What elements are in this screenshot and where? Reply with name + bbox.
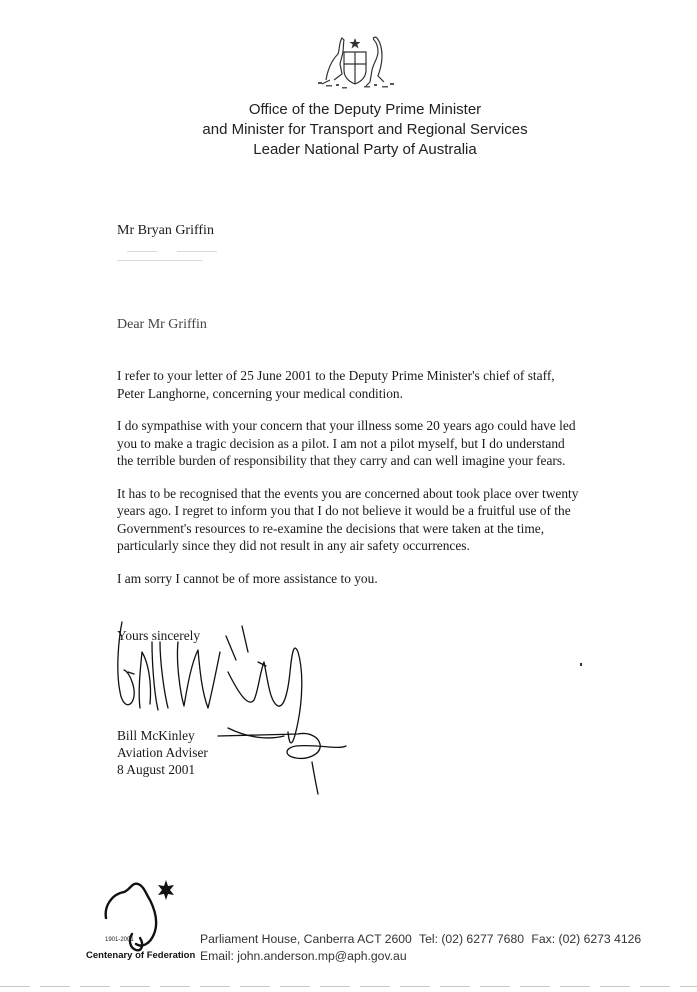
body-line: you to make a tragic decision as a pilot. I am not a pilot myself, but I do understand — [117, 435, 565, 451]
paragraph — [117, 367, 617, 402]
footer-contact — [200, 931, 645, 965]
closing: Yours sincerely — [117, 628, 201, 643]
body-line: It has to be recognised that the events you are concerned about took place over twenty — [117, 485, 579, 501]
body-line: years ago. I regret to inform you that I do not believe it would be a fruitful use of the — [117, 503, 571, 518]
signatory-name: Bill McKinley — [117, 728, 195, 743]
redacted-address — [117, 248, 237, 262]
letterhead-line-party: Leader National Party of Australia — [253, 141, 477, 158]
footer-address: Parliament House, Canberra ACT 2600 — [200, 932, 412, 946]
centenary-of-federation-logo — [86, 872, 196, 962]
addressee-name: Mr Bryan Griffin — [117, 223, 214, 238]
body-line: I refer to your letter of 25 June 2001 to the Deputy Prime Minister's chief of staff, — [117, 368, 555, 383]
letter-body — [117, 367, 617, 602]
signatory-title: Aviation Adviser — [117, 745, 208, 760]
logo-caption: Centenary of Federation — [86, 950, 196, 961]
body-line: I am sorry I cannot be of more assistance to you. — [117, 570, 378, 586]
body-line: the terrible burden of responsibility that they carry and can well imagine your fears. — [117, 453, 566, 468]
body-line: particularly since they did not result in any air safety occurrences. — [117, 538, 470, 553]
signature-block — [117, 727, 208, 778]
logo-years: 1901-2001 — [105, 937, 134, 943]
footer-email: Email: john.anderson.mp@aph.gov.au — [200, 949, 407, 963]
body-line: I do sympathise with your concern that your illness some 20 years ago could have led — [117, 418, 576, 433]
body-line: Government's resources to re-examine the decisions that were taken at the time, — [117, 520, 545, 536]
bottom-scan-rule — [0, 986, 697, 987]
letterhead — [150, 100, 580, 160]
body-line: Peter Langhorne, concerning your medical condition. — [117, 385, 403, 401]
paragraph — [117, 570, 617, 588]
salutation: Dear Mr Griffin — [117, 317, 207, 332]
letter-date: 8 August 2001 — [117, 762, 196, 777]
coat-of-arms-icon — [312, 30, 398, 90]
footer-line-1 — [200, 931, 645, 948]
footer-fax: Fax: (02) 6273 4126 — [531, 932, 642, 946]
letterhead-line-office: Office of the Deputy Prime Minister — [248, 101, 482, 118]
letterhead-line-minister: and Minister for Transport and Regional Services — [202, 121, 528, 138]
footer-tel: Tel: (02) 6277 7680 — [419, 932, 525, 946]
scan-speck — [580, 663, 582, 666]
paragraph — [117, 485, 617, 555]
paragraph — [117, 417, 617, 470]
